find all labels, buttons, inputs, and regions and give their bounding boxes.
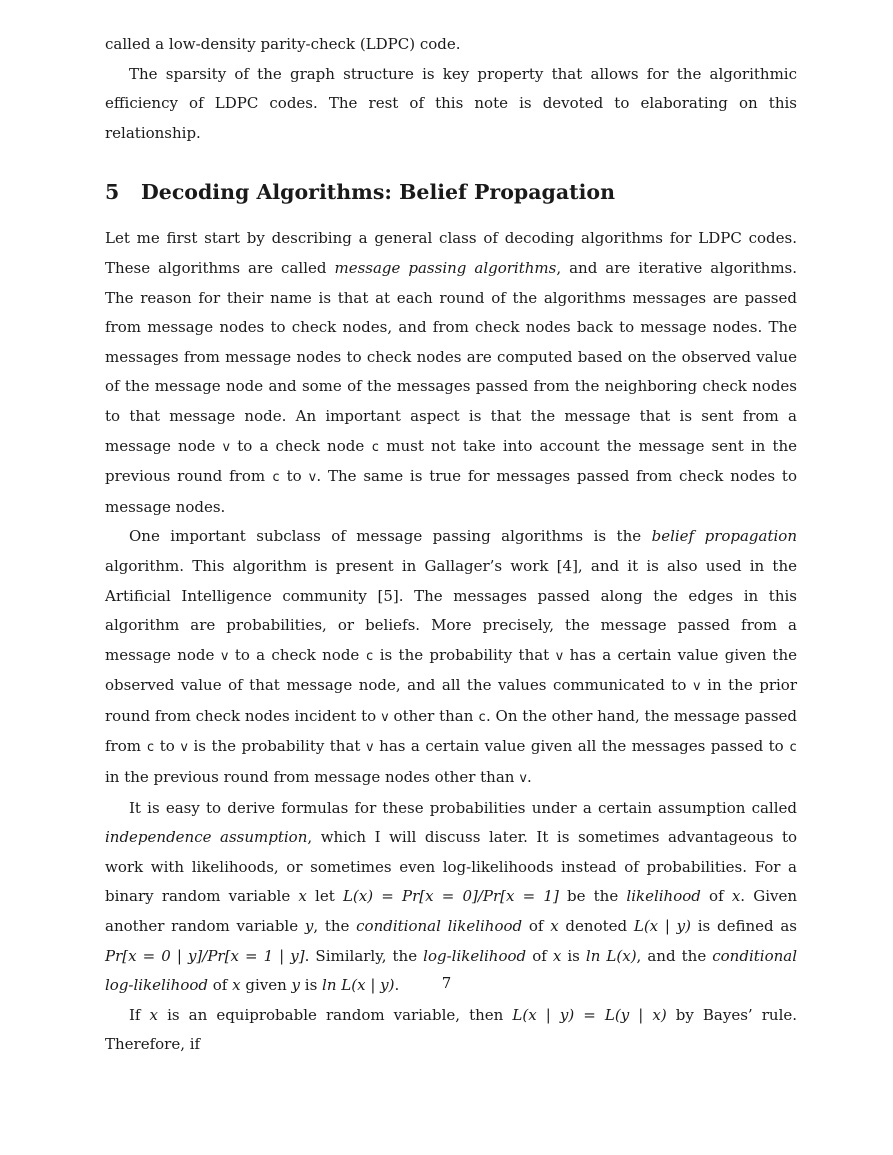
math-conditional-likelihood-def: Pr[x = 0 | y]/Pr[x = 1 | y] <box>105 946 305 965</box>
term-message-passing: message passing algorithms <box>334 258 557 277</box>
intro-line: called a low-density parity-check (LDPC) code. <box>105 35 461 53</box>
section-heading <box>105 178 797 206</box>
paragraph-equiprobable: If x is an equiprobable random variable, then L(x | y) = L(y | x) by Bayes’ rule. Therefore, if <box>105 1005 798 1054</box>
page-number: 7 <box>441 974 452 992</box>
math-likelihood-def: L(x) = Pr[x = 0]/Pr[x = 1] <box>342 887 559 906</box>
paragraph-message-passing: Let me first start by describing a general class of decoding algorithms for LDPC codes. These algorithms are called message passing algorithms, and are iterative algorithms. The reason for their name is that at each round of the algorithms messages are passed from message nodes to check nodes, and from check nodes back to message nodes. The messages from message nodes to check nodes are computed based on the observed value of the message node and some of the messages passed from the neighboring check nodes to that message node. An important aspect is that the message that is sent from a message node v to a check node c must not take into account the message sent in the previous round from c to v. The same is true for messages passed from check nodes to message nodes. <box>105 229 798 516</box>
term-belief-propagation: belief propagation <box>651 527 797 546</box>
section-title: Decoding Algorithms: Belief Propagation <box>141 180 615 205</box>
term-independence-assumption: independence assumption <box>105 828 308 847</box>
intro-paragraph: The sparsity of the graph structure is key property that allows for the algorithmic efficiency of LDPC codes. The rest of this note is devoted to elaborating on this relationship. <box>105 64 797 142</box>
section-number: 5 <box>105 180 120 205</box>
paragraph-likelihoods: It is easy to derive formulas for these probabilities under a certain assumption called independence assumption, which I will discuss later. It is sometimes advantageous to work with likelihoods, or sometimes even log-likelihoods instead of probabilities. For a binary random variable x let L(x) = Pr[x = 0]/Pr[x = 1] be the likelihood of x. Given another random variable y, the conditional likelihood of x denoted L(x | y) is defined as Pr[x = 0 | y]/Pr[x = 1 | y]. Similarly, the log-likelihood of x is ln L(x), and the conditional log-likelihood of x given y is ln L(x | y). <box>105 798 798 995</box>
paper-page <box>105 0 797 1060</box>
paragraph-belief-propagation: One important subclass of message passing algorithms is the belief propagation algorithm. This algorithm is present in Gallager’s work [4], and it is also used in the Artificial Intelligence community [5]. The messages passed along the edges in this algorithm are probabilities, or beliefs. More precisely, the message passed from a message node v to a check node c is the probability that v has a certain value given the observed value of that message node, and all the values communicated to v in the prior round from check nodes incident to v other than c. On the other hand, the message passed from c to v is the probability that v has a certain value given all the messages passed to c in the previous round from message nodes other than v. <box>105 527 797 787</box>
math-bayes: L(x | y) = L(y | x) <box>512 1005 667 1024</box>
